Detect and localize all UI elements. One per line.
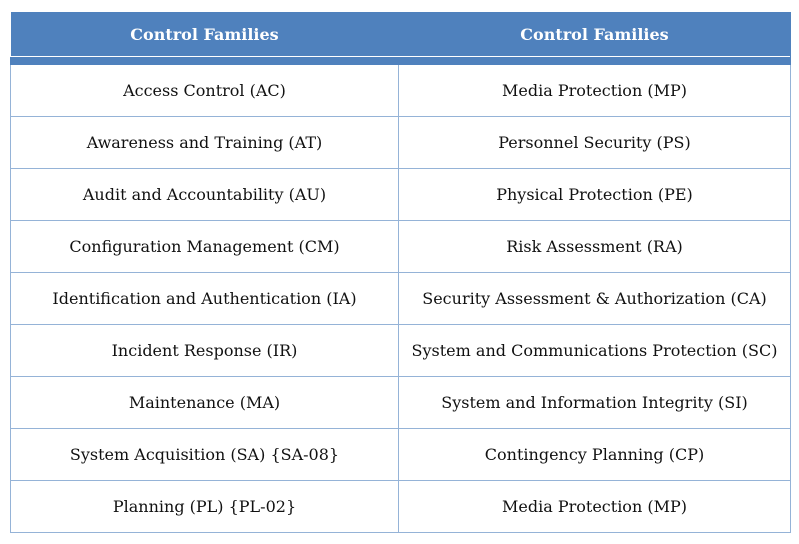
table-cell-left: Configuration Management (CM) (11, 221, 399, 273)
table-cell-right: Risk Assessment (RA) (399, 221, 791, 273)
table-cell-left: Access Control (AC) (11, 61, 399, 117)
table-cell-right: Physical Protection (PE) (399, 169, 791, 221)
table-cell-right: System and Communications Protection (SC) (399, 325, 791, 377)
table-cell-left: Awareness and Training (AT) (11, 117, 399, 169)
table-row (11, 273, 791, 325)
table-cell-right: Contingency Planning (CP) (399, 429, 791, 481)
table-row (11, 169, 791, 221)
table-cell-left: System Acquisition (SA) {SA-08} (11, 429, 399, 481)
table-cell-right: Personnel Security (PS) (399, 117, 791, 169)
table-header-row (11, 12, 791, 61)
table-row (11, 325, 791, 377)
table-row (11, 61, 791, 117)
table-cell-right: Security Assessment & Authorization (CA) (399, 273, 791, 325)
table-row (11, 221, 791, 273)
table-cell-right: System and Information Integrity (SI) (399, 377, 791, 429)
control-families-table (10, 12, 791, 533)
table-cell-left: Incident Response (IR) (11, 325, 399, 377)
table-cell-left: Maintenance (MA) (11, 377, 399, 429)
table-row (11, 117, 791, 169)
table-cell-left: Identification and Authentication (IA) (11, 273, 399, 325)
table-cell-left: Audit and Accountability (AU) (11, 169, 399, 221)
column-header-left: Control Families (11, 12, 399, 61)
table-row (11, 481, 791, 533)
column-header-right: Control Families (399, 12, 791, 61)
table-cell-left: Planning (PL) {PL-02} (11, 481, 399, 533)
table-row (11, 377, 791, 429)
table-row (11, 429, 791, 481)
control-families-table-container (10, 12, 790, 533)
table-cell-right: Media Protection (MP) (399, 61, 791, 117)
table-cell-right: Media Protection (MP) (399, 481, 791, 533)
